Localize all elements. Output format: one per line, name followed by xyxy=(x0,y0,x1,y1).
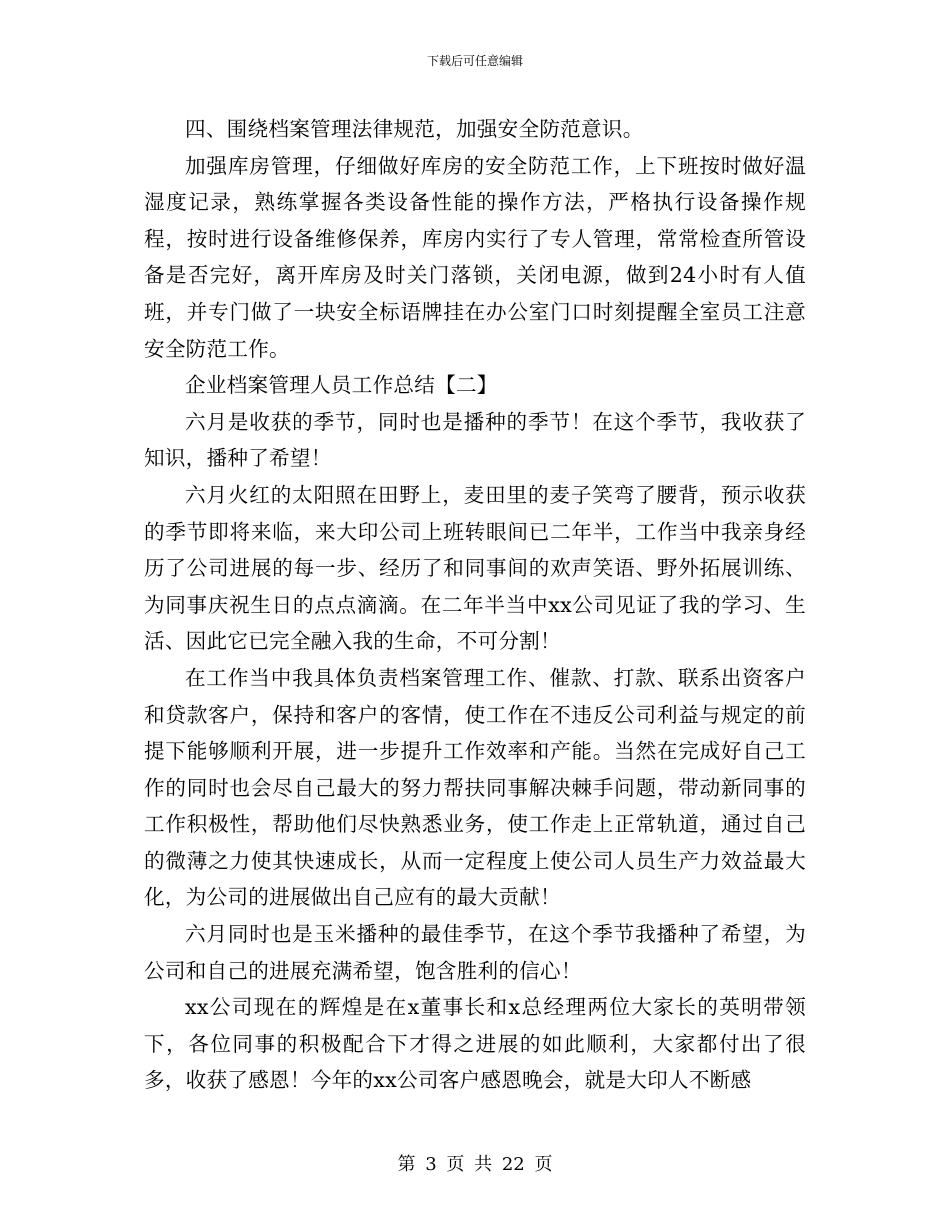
paragraph-company-glory: xx公司现在的辉煌是在x董事长和x总经理两位大家长的英明带领下，各位同事的积极配合下才得之进展的如此顺利，大家都付出了很多，收获了感恩！今年的xx公司客户感恩晚会，就是大印人不断感 xyxy=(144,995,806,1093)
document-body xyxy=(144,111,806,1099)
paragraph-june-planting: 六月同时也是玉米播种的最佳季节，在这个季节我播种了希望，为公司和自己的进展充满希望，饱含胜利的信心！ xyxy=(144,922,806,983)
paragraph-june-harvest: 六月是收获的季节，同时也是播种的季节！在这个季节，我收获了知识，播种了希望！ xyxy=(144,409,806,471)
page-footer: 第 3 页 共 22 页 xyxy=(397,1154,553,1175)
paragraph-june-sun: 六月火红的太阳照在田野上，麦田里的麦子笑弯了腰背，预示收获的季节即将来临，来大印公司上班转眼间已二年半，工作当中我亲身经历了公司进展的每一步、经历了和同事间的欢声笑语、野外拓展训练、为同事庆祝生日的点点滴滴。在二年半当中xx公司见证了我的学习、生活、因此它已完全融入我的生命，不可分割！ xyxy=(144,482,806,654)
paragraph-section-four-heading: 四、围绕档案管理法律规范，加强安全防范意识。 xyxy=(185,117,644,141)
paragraph-warehouse-management: 加强库房管理，仔细做好库房的安全防范工作，上下班按时做好温湿度记录，熟练掌握各类设备性能的操作方法，严格执行设备操作规程，按时进行设备维修保养，库房内实行了专人管理，常常检查所管设备是否完好，离开库房及时关门落锁，关闭电源，做到24小时有人值班，并专门做了一块安全标语牌挂在办公室门口时刻提醒全室员工注意安全防范工作。 xyxy=(144,153,806,361)
paragraph-work-duties: 在工作当中我具体负责档案管理工作、催款、打款、联系出资客户和贷款客户，保持和客户的客情，使工作在不违反公司利益与规定的前提下能够顺利开展，进一步提升工作效率和产能。当然在完成好自己工作的同时也会尽自己最大的努力帮扶同事解决棘手问题，带动新同事的工作积极性，帮助他们尽快熟悉业务，使工作走上正常轨道，通过自己的微薄之力使其快速成长，从而一定程度上使公司人员生产力效益最大化，为公司的进展做出自己应有的最大贡献！ xyxy=(144,665,806,910)
paragraph-summary-two-heading: 企业档案管理人员工作总结【二】 xyxy=(185,373,498,398)
page-header: 下载后可任意编辑 xyxy=(426,54,523,68)
